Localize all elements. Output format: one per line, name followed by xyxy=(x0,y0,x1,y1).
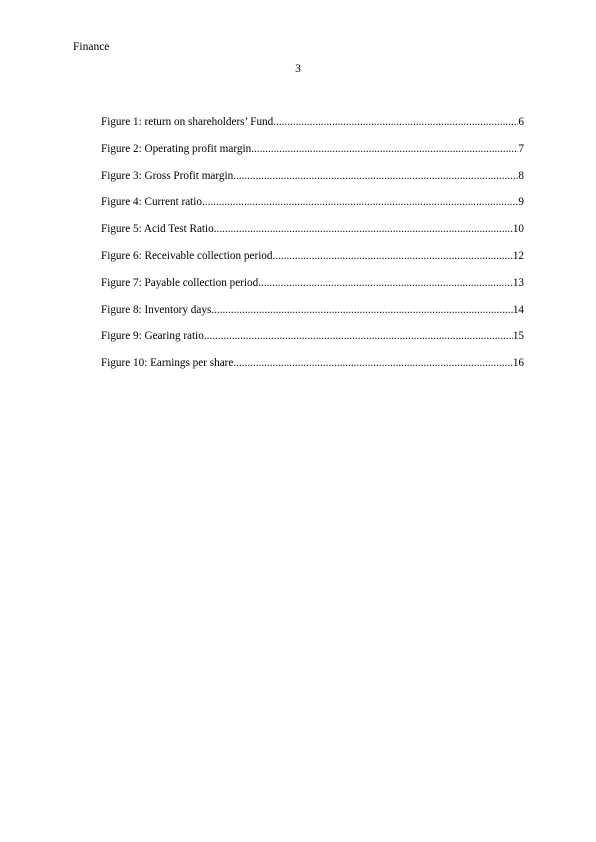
toc-entry-label: Figure 2: Operating profit margin xyxy=(101,142,252,155)
toc-entry[interactable] xyxy=(101,303,524,330)
toc-entry-page: 12 xyxy=(512,249,524,262)
toc-entry[interactable] xyxy=(101,195,524,222)
toc-entry-label: Figure 10: Earnings per share xyxy=(101,357,234,370)
toc-entry[interactable] xyxy=(101,329,524,356)
toc-dot-leader xyxy=(251,142,518,156)
toc-entry[interactable] xyxy=(101,142,524,169)
toc-entry-label: Figure 1: return on shareholders’ Fund xyxy=(101,116,274,128)
toc-entry-label: Figure 8: Inventory days xyxy=(101,303,212,316)
table-of-figures xyxy=(101,115,524,383)
toc-entry-page: 15 xyxy=(512,330,524,343)
toc-dot-leader xyxy=(211,303,513,317)
toc-dot-leader xyxy=(233,169,518,183)
toc-entry-page: 6 xyxy=(518,116,524,128)
toc-entry[interactable] xyxy=(101,276,524,303)
toc-entry-page: 9 xyxy=(518,196,524,209)
toc-entry-label: Figure 7: Payable collection period xyxy=(101,276,259,289)
toc-entry-page: 16 xyxy=(512,357,524,370)
toc-dot-leader xyxy=(273,115,518,129)
toc-entry[interactable] xyxy=(101,356,524,383)
toc-entry[interactable] xyxy=(101,115,524,142)
toc-entry[interactable] xyxy=(101,222,524,249)
toc-entry-page: 10 xyxy=(512,223,524,236)
toc-entry[interactable] xyxy=(101,169,524,196)
toc-dot-leader xyxy=(204,329,513,343)
toc-entry-label: Figure 3: Gross Profit margin xyxy=(101,169,234,182)
page-number: 3 xyxy=(295,63,301,75)
toc-entry-label: Figure 4: Current ratio xyxy=(101,196,202,209)
toc-entry[interactable] xyxy=(101,249,524,276)
toc-entry-label: Figure 9: Gearing ratio xyxy=(101,330,204,343)
toc-dot-leader xyxy=(258,276,513,290)
toc-entry-label: Figure 6: Receivable collection period xyxy=(101,249,273,262)
toc-dot-leader xyxy=(214,222,513,236)
toc-dot-leader xyxy=(233,356,512,370)
toc-entry-page: 8 xyxy=(518,169,524,182)
running-header: Finance xyxy=(73,41,110,53)
toc-entry-page: 13 xyxy=(512,276,524,289)
toc-entry-page: 14 xyxy=(512,303,524,316)
toc-dot-leader xyxy=(202,195,518,209)
toc-entry-page: 7 xyxy=(518,142,524,155)
toc-dot-leader xyxy=(272,249,512,263)
toc-entry-label: Figure 5: Acid Test Ratio xyxy=(101,223,214,236)
